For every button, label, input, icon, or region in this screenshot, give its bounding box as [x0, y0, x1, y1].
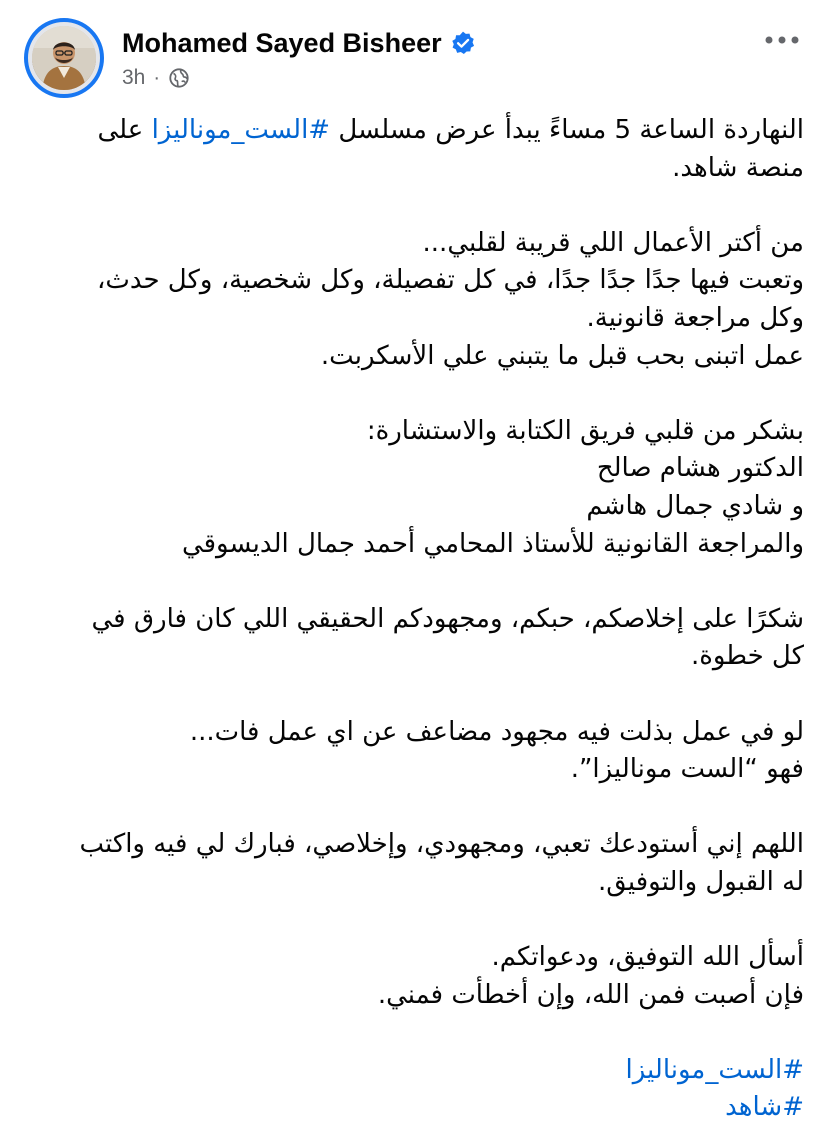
paragraph-effort: [30, 714, 804, 789]
body-text-fragment: على: [97, 115, 152, 145]
body-line: وكل مراجعة قانونية.: [586, 302, 804, 333]
meta-separator: ·: [153, 66, 161, 89]
body-line: [30, 112, 804, 150]
author-avatar[interactable]: [24, 18, 104, 98]
body-line: بشكر من قلبي فريق الكتابة والاستشارة:: [366, 415, 804, 446]
paragraph-closing: [30, 939, 804, 1014]
post-header: [24, 18, 810, 98]
paragraph-prayer: [30, 826, 804, 901]
post-body: [30, 112, 804, 1127]
hashtag-link[interactable]: #الست_موناليزا: [151, 115, 331, 145]
hashtag-link[interactable]: #الست_موناليزا: [625, 1054, 804, 1085]
verified-badge-icon: [450, 30, 476, 56]
body-line: اللهم إني أستودعك تعبي، ومجهودي، وإخلاصي، فبارك لي فيه واكتب: [79, 829, 804, 860]
body-line: له القبول والتوفيق.: [597, 866, 804, 897]
more-options-button[interactable]: [760, 24, 804, 56]
globe-icon[interactable]: [168, 67, 190, 89]
body-line: فهو “الست موناليزا”.: [570, 754, 804, 785]
body-line: و شادي جمال هاشم: [586, 490, 804, 521]
avatar-image-icon: [32, 26, 96, 90]
more-options-icon: [764, 35, 800, 45]
body-line: لو في عمل بذلت فيه مجهود مضاعف عن اي عمل فات...: [189, 716, 804, 747]
body-line: وتعبت فيها جدًا جدًا جدًا، في كل تفصيلة، وكل شخصية، وكل حدث،: [96, 265, 804, 296]
paragraph-announcement: [30, 112, 804, 187]
author-name-row: [122, 26, 476, 60]
avatar-photo: [32, 26, 96, 90]
body-line: شكرًا على إخلاصكم، حبكم، ومجهودكم الحقيقي اللي كان فارق في: [91, 603, 804, 634]
hashtag-link[interactable]: #شاهد: [725, 1092, 804, 1123]
body-line: منصة شاهد.: [672, 152, 804, 183]
body-line: عمل اتبنى بحب قبل ما يتبني علي الأسكربت.: [320, 340, 804, 371]
body-line: كل خطوة.: [690, 641, 804, 672]
hashtags: [30, 1052, 804, 1127]
body-text-fragment: النهاردة الساعة 5 مساءً يبدأ عرض مسلسل: [330, 115, 804, 145]
paragraph-feelings: [30, 225, 804, 375]
paragraph-thanks-team: [30, 413, 804, 563]
post-meta: [122, 65, 190, 91]
body-line: فإن أصبت فمن الله، وإن أخطأت فمني.: [377, 979, 804, 1010]
post-timestamp[interactable]: 3h: [122, 66, 146, 89]
body-line: الدكتور هشام صالح: [596, 453, 804, 484]
body-line: أسأل الله التوفيق، ودعواتكم.: [491, 942, 804, 973]
author-name-link[interactable]: Mohamed Sayed Bisheer: [122, 27, 442, 58]
body-line: من أكتر الأعمال اللي قريبة لقلبي...: [422, 227, 804, 258]
body-line: والمراجعة القانونية للأستاذ المحامي أحمد جمال الديسوقي: [181, 528, 804, 559]
paragraph-gratitude: [30, 601, 804, 676]
